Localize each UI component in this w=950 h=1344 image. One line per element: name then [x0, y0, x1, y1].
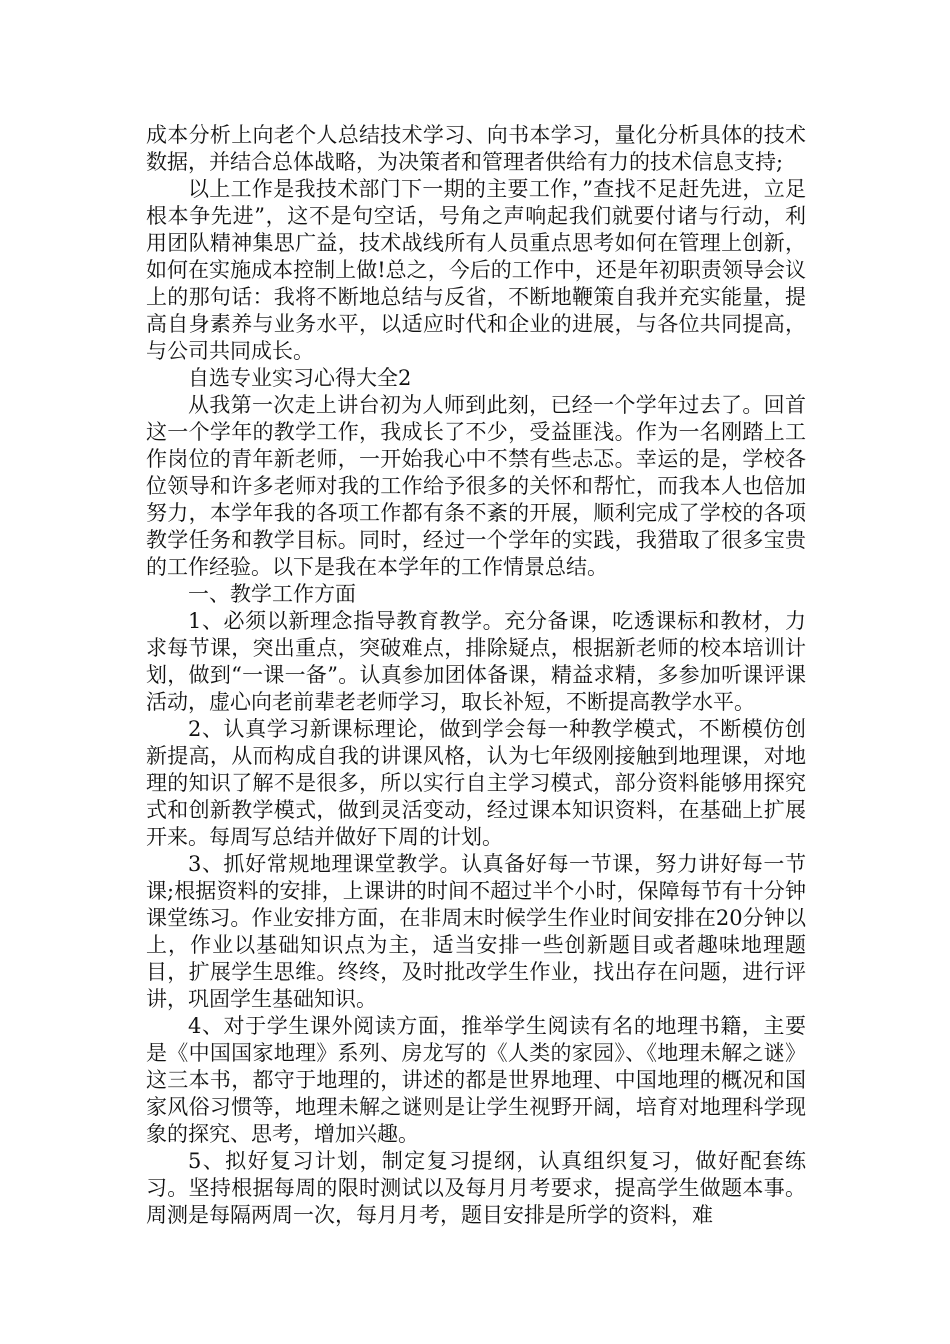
- list-item-3: 3、抓好常规地理课堂教学。认真备好每一节课，努力讲好每一节课;根据资料的安排，上课讲的时间不超过半个小时，保障每节有十分钟课堂练习。作业安排方面，在非周末时候学生作业时间安排在20分钟以上，作业以基础知识点为主，适当安排一些创新题目或者趣味地理题目，扩展学生思维。终终，及时批改学生作业，找出存在问题，进行评讲，巩固学生基础知识。: [146, 852, 806, 1011]
- section-heading: 自选专业实习心得大全2: [188, 366, 412, 390]
- list-item-2: 2、认真学习新课标理论，做到学会每一种教学模式，不断模仿创新提高，从而构成自我的讲课风格，认为七年级刚接触到地理课，对地理的知识了解不是很多，所以实行自主学习模式，部分资料能够用探究式和创新教学模式，做到灵活变动，经过课本知识资料，在基础上扩展开来。每周写总结并做好下周的计划。: [146, 717, 806, 849]
- document-body: [146, 122, 806, 1229]
- list-item-4: 4、对于学生课外阅读方面，推举学生阅读有名的地理书籍，主要是《中国国家地理》系列、房龙写的《人类的家园》、《地理未解之谜》这三本书，都守于地理的，讲述的都是世界地理、中国地理的概况和国家风俗习惯等，地理未解之谜则是让学生视野开阔，培育对地理科学现象的探究、思考，增加兴趣。: [146, 1014, 806, 1146]
- paragraph-3: 从我第一次走上讲台初为人师到此刻，已经一个学年过去了。回首这一个学年的教学工作，我成长了不少，受益匪浅。作为一名刚踏上工作岗位的青年新老师，一开始我心中不禁有些忐忑。幸运的是，学校各位领导和许多老师对我的工作给予很多的关怀和帮忙，而我本人也倍加努力，本学年我的各项工作都有条不紊的开展，顺利完成了学校的各项教学任务和教学目标。同时，经过一个学年的实践，我猎取了很多宝贵的工作经验。以下是我在本学年的工作情景总结。: [146, 393, 806, 579]
- subheading-teaching-work: 一、教学工作方面: [188, 582, 356, 606]
- list-item-5: 5、拟好复习计划，制定复习提纲，认真组织复习，做好配套练习。坚持根据每周的限时测试以及每月月考要求，提高学生做题本事。周测是每隔两周一次，每月月考，题目安排是所学的资料，难: [146, 1149, 806, 1227]
- list-item-1: 1、必须以新理念指导教育教学。充分备课，吃透课标和教材，力求每节课，突出重点，突破难点，排除疑点，根据新老师的校本培训计划，做到“一课一备”。认真参加团体备课，精益求精，多参加听课评课活动，虚心向老前辈老老师学习，取长补短，不断提高教学水平。: [146, 609, 806, 714]
- paragraph-2: 以上工作是我技术部门下一期的主要工作，”查找不足赶先进，立足根本争先进”，这不是句空话，号角之声响起我们就要付诸与行动，利用团队精神集思广益，技术战线所有人员重点思考如何在管理上创新，如何在实施成本控制上做!总之，今后的工作中，还是年初职责领导会议上的那句话：我将不断地总结与反省，不断地鞭策自我并充实能量，提高自身素养与业务水平，以适应时代和企业的进展，与各位共同提高，与公司共同成长。: [146, 177, 806, 363]
- paragraph-1: 成本分析上向老个人总结技术学习、向书本学习，量化分析具体的技术数据，并结合总体战略，为决策者和管理者供给有力的技术信息支持;: [146, 123, 806, 174]
